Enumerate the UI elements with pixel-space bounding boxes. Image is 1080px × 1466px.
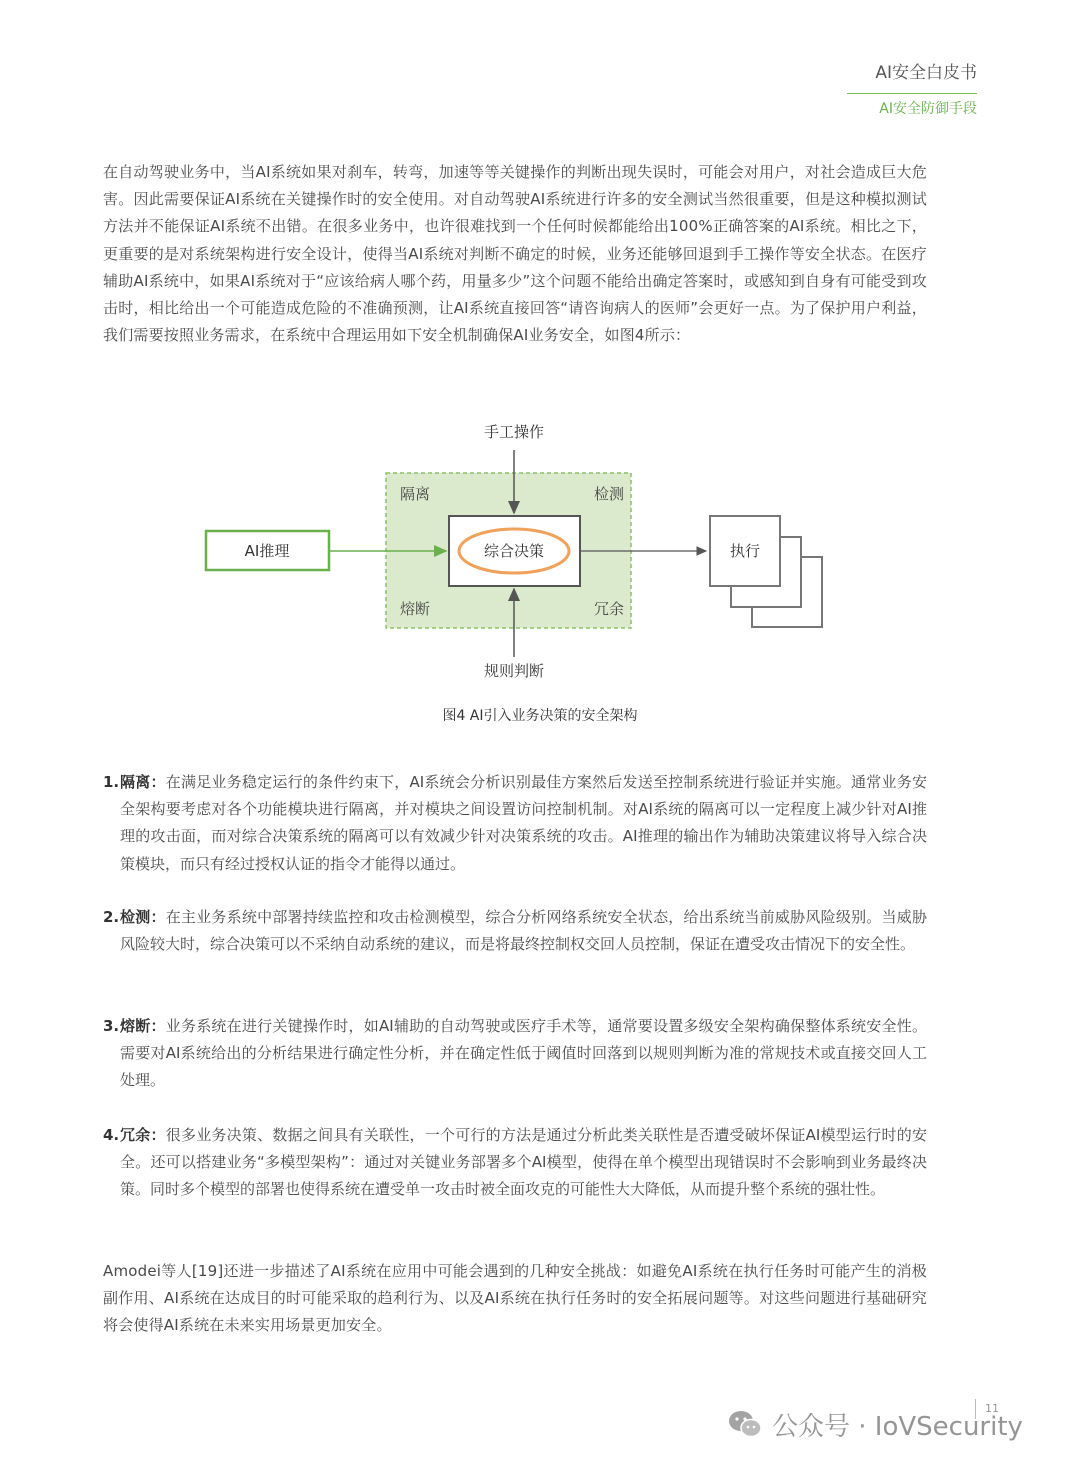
header-subtitle: AI安全防御手段 — [879, 101, 977, 117]
watermark — [728, 1402, 1023, 1446]
rules-label: 规则判断 — [483, 662, 545, 680]
item-title: 检测： — [120, 908, 166, 926]
item-number: 2. — [103, 908, 120, 926]
item-number: 4. — [103, 1126, 120, 1144]
item-title: 熔断： — [120, 1017, 166, 1035]
outro-paragraph: Amodei等人[19]还进一步描述了AI系统在应用中可能会遇到的几种安全挑战：如避免AI系统在执行任务时可能产生的消极副作用、AI系统在达成目的时可能采取的趋利行为、以及AI系统在执行任务时的安全拓展问题等。对这些问题进行基础研究将会使得AI系统在未来实用场景更加安全。 — [103, 1262, 927, 1335]
ai-inference-label: AI推理 — [244, 542, 290, 560]
item-text: 在主业务系统中部署持续监控和攻击检测模型，综合分析网络系统安全状态，给出系统当前威胁风险级别。当威胁风险较大时，综合决策可以不采纳自动系统的建议，而是将最终控制权交回人员控制，保证在遭受攻击情况下的安全性。 — [120, 908, 927, 954]
header-rule — [847, 93, 977, 94]
zone-label-isolation: 隔离 — [400, 485, 431, 503]
item-title: 隔离： — [120, 773, 166, 791]
list-item — [103, 904, 927, 958]
page-header — [717, 62, 977, 118]
list-item — [103, 769, 927, 878]
item-title: 冗余： — [120, 1126, 166, 1144]
intro-paragraph: 在自动驾驶业务中，当AI系统如果对刹车，转弯，加速等等关键操作的判断出现失误时，可能会对用户，对社会造成巨大危害。因此需要保证AI系统在关键操作时的安全使用。对自动驾驶AI系统进行许多的安全测试当然很重要，但是这种模拟测试方法并不能保证AI系统不出错。在很多业务中，也许很难找到一个任何时候都能给出100%正确答案的AI系统。相比之下，更重要的是对系统架构进行安全设计，使得当AI系统对判断不确定的时候，业务还能够回退到手工操作等安全状态。在医疗辅助AI系统中，如果AI系统对于“应该给病人哪个药，用量多少”这个问题不能给出确定答案时，或感知到自身有可能受到攻击时，相比给出一个可能造成危险的不准确预测，让AI系统直接回答“请咨询病人的医师”会更好一点。为了保护用户利益，我们需要按照业务需求，在系统中合理运用如下安全机制确保AI业务安全，如图4所示： — [103, 163, 927, 345]
wechat-icon — [728, 1409, 762, 1439]
zone-label-fuse: 熔断 — [400, 600, 431, 618]
execute-label: 执行 — [729, 542, 761, 560]
security-architecture-diagram — [200, 410, 840, 695]
item-text: 很多业务决策、数据之间具有关联性，一个可行的方法是通过分析此类关联性是否遭受破坏保证AI模型运行时的安全。还可以搭建业务“多模型架构”：通过对关键业务部署多个AI模型，使得在单个模型出现错误时不会影响到业务最终决策。同时多个模型的部署也使得系统在遭受单一攻击时被全面攻克的可能性大大降低，从而提升整个系统的强壮性。 — [120, 1126, 927, 1199]
figure-caption: 图4 AI引入业务决策的安全架构 — [442, 708, 638, 724]
list-item — [103, 1122, 927, 1204]
list-item — [103, 1013, 927, 1095]
watermark-text: 公众号 · IoVSecurity — [772, 1411, 1023, 1442]
item-text: 在满足业务稳定运行的条件约束下，AI系统会分析识别最佳方案然后发送至控制系统进行验证并实施。通常业务安全架构要考虑对各个功能模块进行隔离，并对模块之间设置访问控制机制。对AI系统的隔离可以一定程度上减少针对AI推理的攻击面，而对综合决策系统的隔离可以有效减少针对决策系统的攻击。AI推理的输出作为辅助决策建议将导入综合决策模块，而只有经过授权认证的指令才能得以通过。 — [120, 773, 927, 873]
zone-label-redundancy: 冗余 — [594, 600, 625, 618]
manual-operation-label: 手工操作 — [483, 423, 545, 441]
decision-label: 综合决策 — [483, 542, 545, 560]
item-number: 3. — [103, 1017, 120, 1035]
page-number: 11 — [985, 1402, 999, 1415]
item-number: 1. — [103, 773, 120, 791]
zone-label-detection: 检测 — [594, 485, 625, 503]
header-title: AI安全白皮书 — [875, 63, 977, 83]
item-text: 业务系统在进行关键操作时，如AI辅助的自动驾驶或医疗手术等，通常要设置多级安全架构确保整体系统安全性。需要对AI系统给出的分析结果进行确定性分析，并在确定性低于阈值时回落到以规则判断为准的常规技术或直接交回人工处理。 — [120, 1017, 927, 1090]
